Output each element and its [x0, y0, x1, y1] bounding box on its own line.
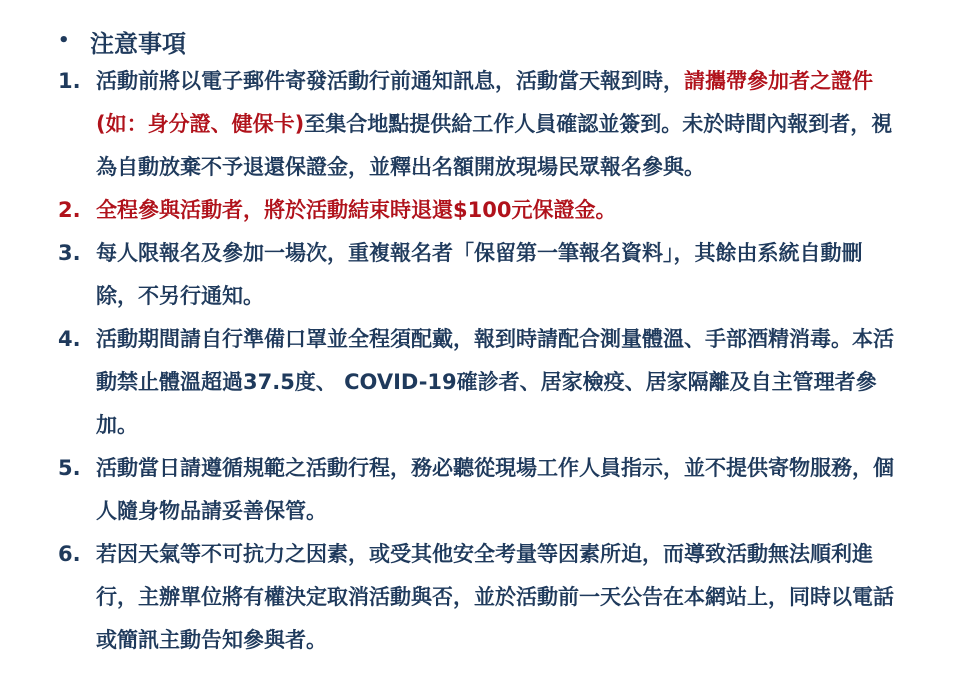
item-text: 每人限報名及參加一場次，重複報名者「保留第一筆報名資料」，其餘由系統自動刪除，不另行通知。	[96, 241, 863, 308]
item-text: 若因天氣等不可抗力之因素，或受其他安全考量等因素所迫，而導致活動無法順利進行，主辦單位將有權決定取消活動與否，並於活動前一天公告在本網站上，同時以電話或簡訊主動告知參與者。	[96, 542, 894, 652]
notice-item-2	[58, 189, 898, 232]
item-text: 至集合地點提供給工作人員確認並簽到。未於時間內報到者，視為自動放棄不予退還保證金，並釋出名額開放現場民眾報名參與。	[96, 112, 893, 179]
notice-list	[58, 60, 898, 662]
item-number: 2.	[58, 198, 81, 222]
item-number: 5.	[58, 456, 81, 480]
item-number: 3.	[58, 241, 81, 265]
item-text-highlight: 全程參與活動者，將於活動結束時退還$100元保證金。	[96, 198, 617, 222]
item-text: 活動前將以電子郵件寄發活動行前通知訊息，活動當天報到時，	[96, 69, 684, 93]
notice-item-6	[58, 533, 898, 662]
item-text: 活動期間請自行準備口罩並全程須配戴，報到時請配合測量體溫、手部酒精消毒。本活動禁止體溫超過37.5度、 COVID-19確診者、居家檢疫、居家隔離及自主管理者參加。	[96, 327, 894, 437]
bullet-icon: •	[58, 30, 70, 51]
notice-title: 注意事項	[90, 29, 186, 58]
notice-item-4	[58, 318, 898, 447]
item-number: 6.	[58, 542, 81, 566]
notice-item-1	[58, 60, 898, 189]
notice-item-3	[58, 232, 898, 318]
item-number: 1.	[58, 69, 81, 93]
item-text: 活動當日請遵循規範之活動行程，務必聽從現場工作人員指示，並不提供寄物服務，個人隨身物品請妥善保管。	[96, 456, 894, 523]
notice-item-5	[58, 447, 898, 533]
notice-heading	[58, 22, 186, 60]
item-number: 4.	[58, 327, 81, 351]
item-text-highlight: 請攜帶參加者之證件(如：身分證、健保卡)	[96, 69, 873, 136]
